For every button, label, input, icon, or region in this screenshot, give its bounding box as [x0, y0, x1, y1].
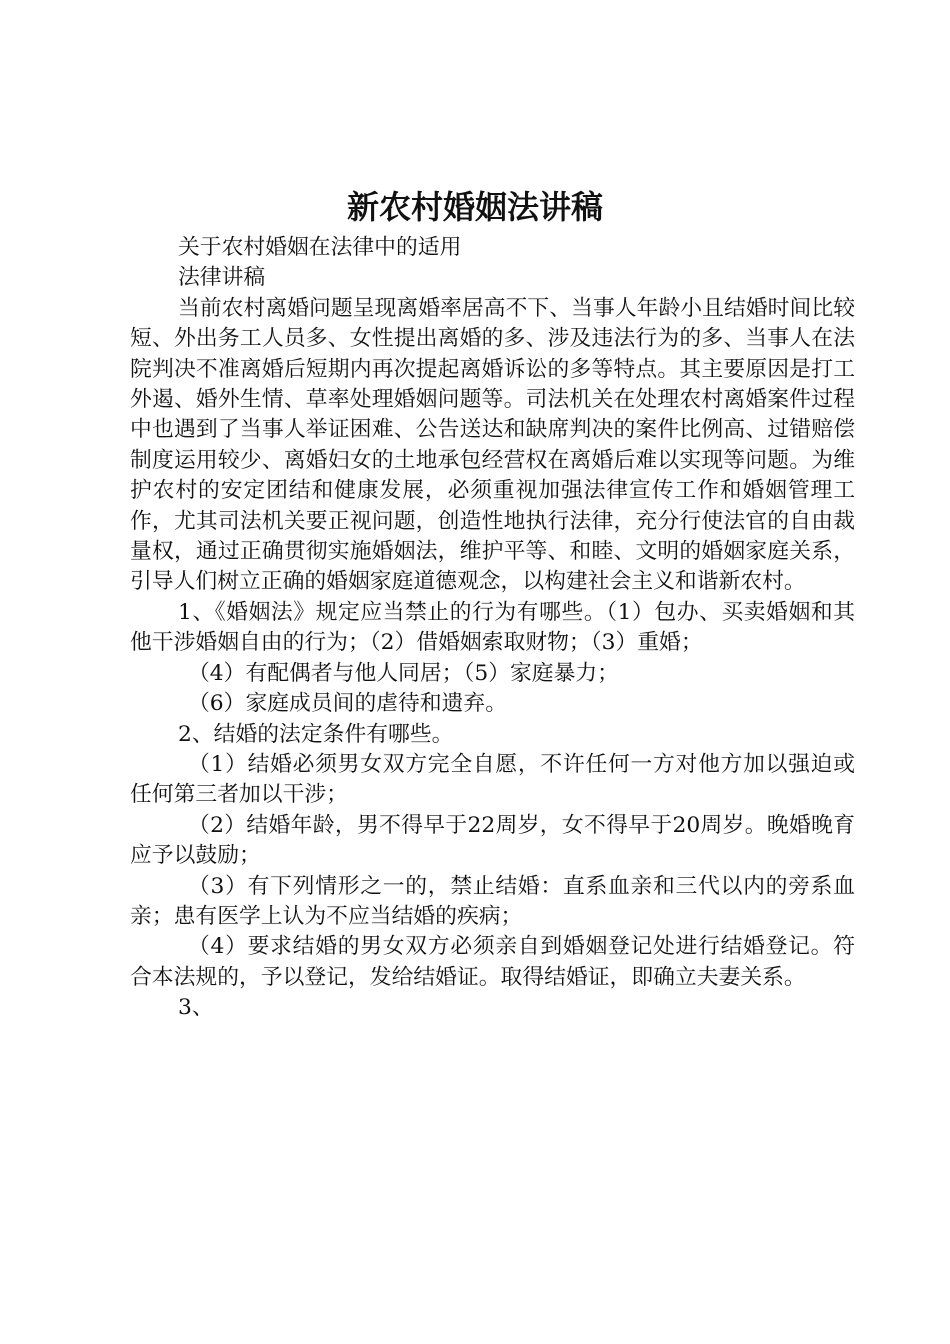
- section-heading-paragraph: 3、: [178, 995, 214, 1021]
- list-item-paragraph: （2）结婚年龄，男不得早于22周岁，女不得早于20周岁。晚婚晚育应予以鼓励；: [130, 812, 855, 869]
- list-item-paragraph: （4）有配偶者与他人同居；（5）家庭暴力；: [188, 660, 619, 686]
- section-heading-paragraph: 2、结婚的法定条件有哪些。: [178, 721, 454, 747]
- document-title: 新农村婚姻法讲稿: [346, 188, 603, 226]
- list-item-paragraph: （3）有下列情形之一的，禁止结婚：直系血亲和三代以内的旁系血亲；患有医学上认为不应当结婚的疾病；: [130, 873, 855, 929]
- intro-paragraph: 当前农村离婚问题呈现离婚率居高不下、当事人年龄小且结婚时间比较短、外出务工人员多、女性提出离婚的多、涉及违法行为的多、当事人在法院判决不准离婚后短期内再次提起离婚诉讼的多等特点。其主要原因是打工外遏、婚外生情、草率处理婚姻问题等。司法机关在处理农村离婚案件过程中也遇到了当事人举证困难、公告送达和缺席判决的案件比例高、过错赔偿制度运用较少、离婚妇女的土地承包经营权在离婚后难以实现等问题。为维护农村的安定团结和健康发展，必须重视加强法律宣传工作和婚姻管理工作，尤其司法机关要正视问题，创造性地执行法律，充分行使法官的自由裁量权，通过正确贯彻实施婚姻法，维护平等、和睦、文明的婚姻家庭关系，引导人们树立正确的婚姻家庭道德观念，以构建社会主义和谐新农村。: [130, 295, 855, 595]
- section-paragraph: 1、《婚姻法》规定应当禁止的行为有哪些。（1）包办、买卖婚姻和其他干涉婚姻自由的行为；（2）借婚姻索取财物；（3）重婚；: [130, 599, 855, 656]
- list-item-paragraph: （6）家庭成员间的虐待和遗弃。: [188, 691, 508, 717]
- list-item-paragraph: （4）要求结婚的男女双方必须亲自到婚姻登记处进行结婚登记。符合本法规的，予以登记，发给结婚证。取得结婚证，即确立夫妻关系。: [130, 934, 855, 990]
- subtitle-paragraph: 法律讲稿: [178, 265, 266, 291]
- subtitle-paragraph: 关于农村婚姻在法律中的适用: [178, 235, 462, 260]
- document-body: [130, 233, 855, 1024]
- list-item-paragraph: （1）结婚必须男女双方完全自愿，不许任何一方对他方加以强迫或任何第三者加以干涉；: [130, 751, 855, 808]
